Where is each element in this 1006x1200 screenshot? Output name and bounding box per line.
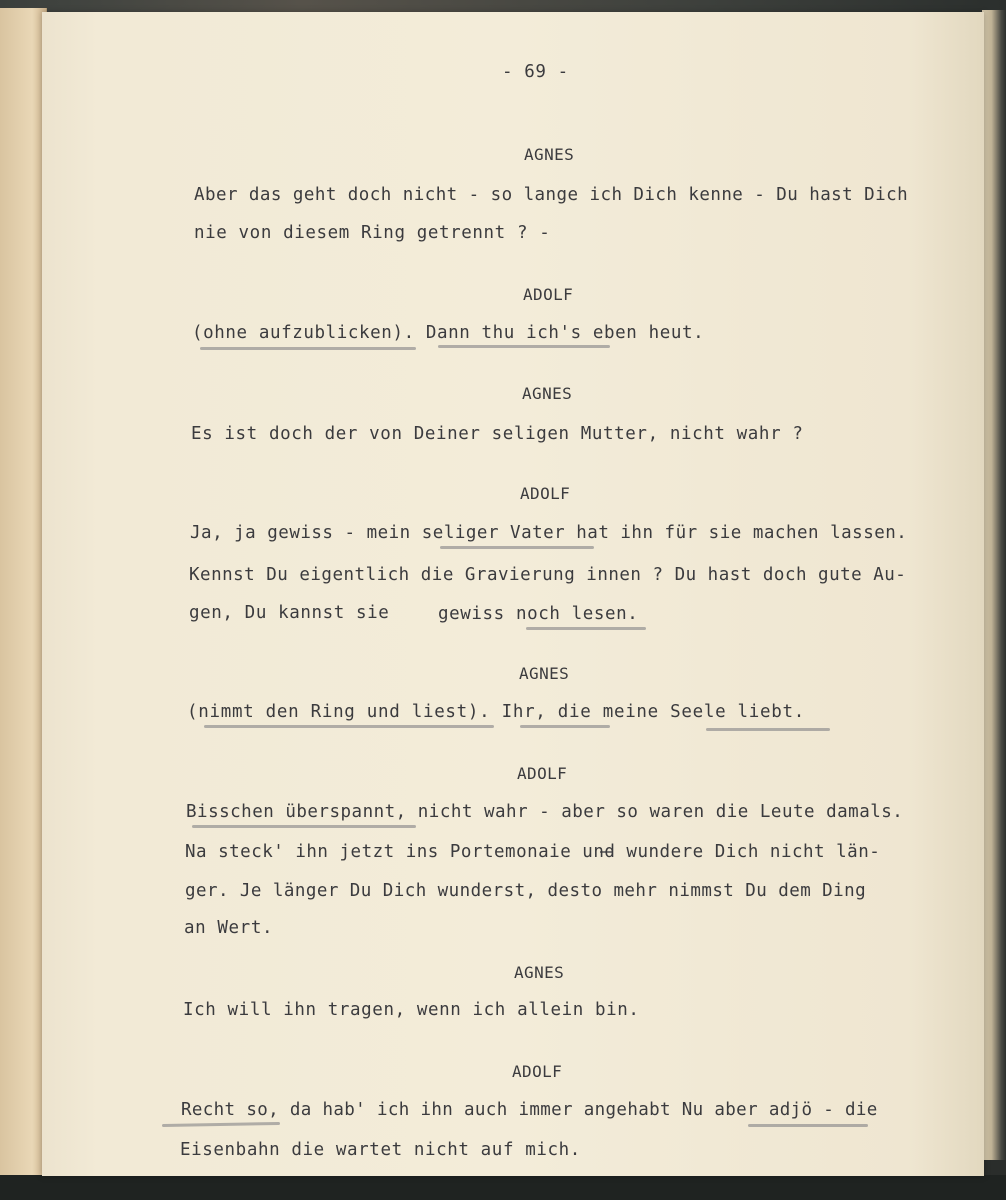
dialogue-line: Ja, ja gewiss - mein seliger Vater hat ihn für sie machen lassen. — [190, 523, 908, 543]
page-number: - 69 - — [502, 62, 569, 82]
dialogue-line: Kennst Du eigentlich die Gravierung innen ? Du hast doch gute Au- — [189, 565, 907, 585]
stage-direction-line: (ohne aufzublicken). Dann thu ich's eben heut. — [192, 323, 705, 343]
pencil-underline — [706, 728, 830, 731]
pencil-underline — [162, 1122, 280, 1127]
page-stack-edge — [982, 10, 1006, 1160]
dialogue-line: Es ist doch der von Deiner seligen Mutter, nicht wahr ? — [191, 424, 804, 444]
pencil-underline — [192, 825, 416, 828]
dialogue-line: Ich will ihn tragen, wenn ich allein bin. — [183, 1000, 640, 1020]
pencil-underline — [526, 627, 646, 630]
speaker-agnes: AGNES — [514, 963, 565, 982]
dialogue-line: Bisschen überspannt, nicht wahr - aber so waren die Leute damals. — [186, 802, 904, 822]
stage-direction-line: (nimmt den Ring und liest). Ihr, die meine Seele liebt. — [187, 702, 805, 722]
background-bottom — [0, 1175, 1006, 1200]
dialogue-line: Eisenbahn die wartet nicht auf mich. — [180, 1140, 581, 1160]
facing-page-edge — [0, 8, 47, 1178]
speaker-adolf: ADOLF — [523, 285, 574, 304]
book-binding-top — [0, 0, 1006, 12]
speaker-adolf: ADOLF — [517, 764, 568, 783]
speaker-adolf: ADOLF — [512, 1062, 563, 1081]
dialogue-line: nie von diesem Ring getrennt ? - — [194, 223, 551, 243]
speaker-adolf: ADOLF — [520, 484, 571, 503]
speaker-agnes: AGNES — [524, 145, 575, 164]
dialogue-line: an Wert. — [184, 918, 274, 938]
pencil-underline — [200, 347, 416, 350]
pencil-underline — [748, 1124, 868, 1127]
pencil-underline — [440, 546, 594, 549]
pencil-underline — [520, 725, 610, 728]
dialogue-line: ger. Je länger Du Dich wunderst, desto mehr nimmst Du dem Ding — [185, 881, 867, 901]
dialogue-line: Na steck' ihn jetzt ins Portemonaie und wundere Dich nicht län- — [185, 842, 881, 862]
typescript-page — [42, 12, 984, 1176]
speaker-agnes: AGNES — [519, 664, 570, 683]
dialogue-line: gewiss noch lesen. — [438, 604, 639, 624]
dialogue-line: gen, Du kannst sie — [189, 603, 390, 623]
dialogue-line: Recht so, da hab' ich ihn auch immer angehabt Nu aber adjö - die — [181, 1100, 878, 1120]
speaker-agnes: AGNES — [522, 384, 573, 403]
pencil-underline — [204, 725, 494, 728]
dialogue-line: Aber das geht doch nicht - so lange ich Dich kenne - Du hast Dich — [194, 185, 909, 205]
pencil-underline — [438, 345, 610, 348]
